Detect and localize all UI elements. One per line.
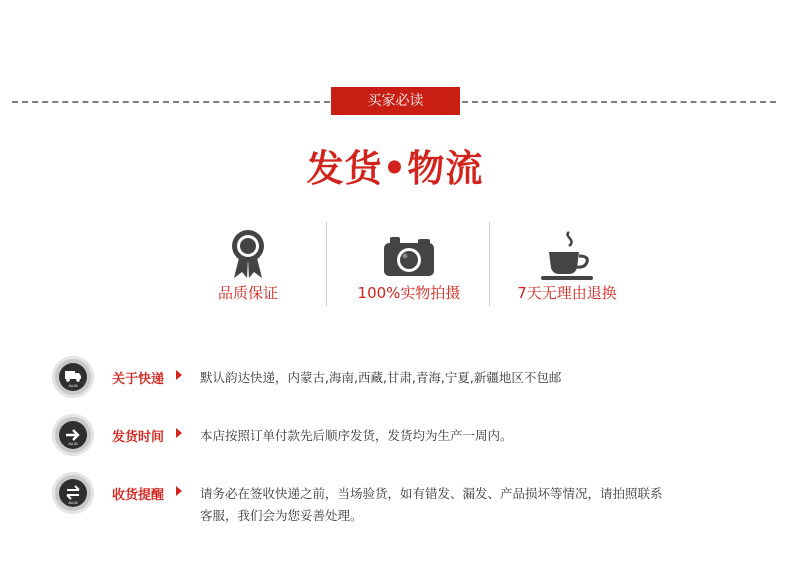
arrow-right-icon bbox=[59, 421, 87, 449]
delivery-truck-icon bbox=[59, 363, 87, 391]
row-text: 本店按照订单付款先后顺序发货，发货均为生产一周内。 bbox=[200, 428, 513, 443]
row-title: 发货时间 bbox=[112, 430, 165, 445]
caret-right-icon bbox=[176, 370, 182, 380]
row-text: 请务必在签收快递之前，当场验货，如有错发、漏发、产品损坏等情况，请拍照联系客服，我们会为您妥善处理。 bbox=[200, 486, 663, 523]
feature-return bbox=[482, 222, 652, 314]
row-title: 关于快递 bbox=[112, 372, 165, 387]
badge bbox=[52, 356, 94, 398]
feature-label: 100%实物拍摄 bbox=[357, 284, 461, 302]
divider-left bbox=[12, 101, 330, 103]
camera-icon bbox=[382, 234, 436, 278]
coffee-cup-icon bbox=[539, 228, 595, 282]
row-text: 默认韵达快递，内蒙古,海南,西藏,甘肃,青海,宁夏,新疆地区不包邮 bbox=[200, 370, 562, 385]
badge bbox=[52, 414, 94, 456]
award-ribbon-icon bbox=[228, 228, 268, 280]
badge-text: ALLIN bbox=[68, 384, 78, 388]
feature-label: 品质保证 bbox=[217, 284, 278, 302]
banner-label: 买家必读 bbox=[331, 87, 460, 115]
row-title: 收货提醒 bbox=[112, 488, 165, 503]
page-title: 发货•物流 bbox=[306, 147, 484, 190]
feature-quality bbox=[163, 222, 333, 314]
caret-right-icon bbox=[176, 486, 182, 496]
badge-text: ALLIN bbox=[68, 442, 78, 446]
feature-label: 7天无理由退换 bbox=[517, 284, 617, 302]
exchange-arrows-icon bbox=[59, 479, 87, 507]
caret-right-icon bbox=[176, 428, 182, 438]
badge-text: ALLIN bbox=[68, 501, 78, 505]
divider-right bbox=[462, 101, 776, 103]
badge bbox=[52, 472, 94, 514]
feature-real-photo bbox=[324, 222, 494, 314]
